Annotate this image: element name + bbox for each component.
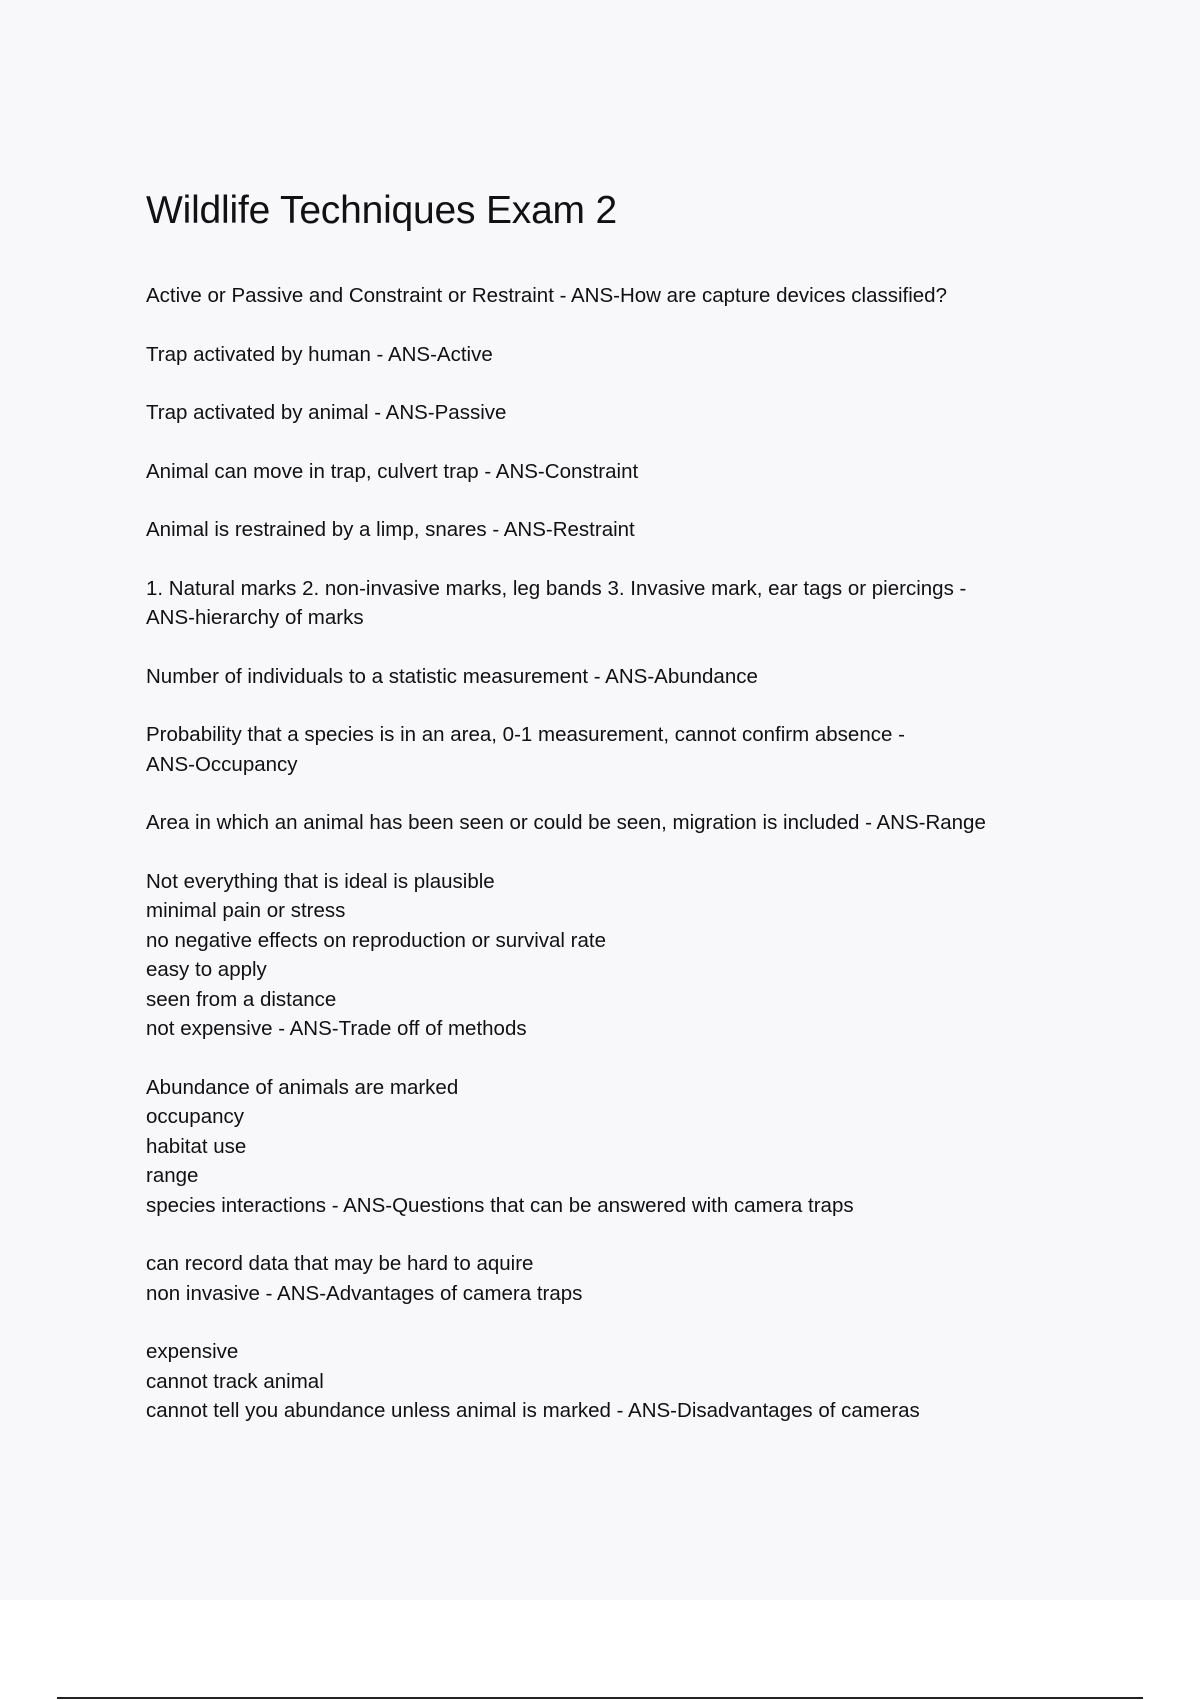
qa-entry-constraint: Animal can move in trap, culvert trap - ANS-Constraint (146, 459, 639, 483)
qa-entry-camera-disadvantages: expensive cannot track animal cannot tell you abundance unless animal is marked - ANS-Disadvantages of cameras (146, 1340, 920, 1422)
qa-entry-hierarchy-of-marks: 1. Natural marks 2. non-invasive marks, leg bands 3. Invasive mark, ear tags or piercings - ANS-hierarchy of marks (146, 576, 967, 629)
qa-entry-camera-trap-questions: Abundance of animals are marked occupancy habitat use range species interactions - ANS-Questions that can be answered with camera traps (146, 1075, 854, 1217)
qa-entry-trade-off: Not everything that is ideal is plausible minimal pain or stress no negative effects on reproduction or survival rate easy to apply seen from a distance not expensive - ANS-Trade off of methods (146, 869, 606, 1040)
footer-divider (57, 1697, 1143, 1699)
document-content (146, 185, 1096, 1455)
qa-entry-passive: Trap activated by animal - ANS-Passive (146, 401, 507, 424)
qa-entry-active: Trap activated by human - ANS-Active (146, 342, 493, 366)
qa-entry-restraint: Animal is restrained by a limp, snares - ANS-Restraint (146, 518, 635, 541)
document-title: Wildlife Techniques Exam 2 (146, 189, 617, 232)
qa-entry-range: Area in which an animal has been seen or could be seen, migration is included - ANS-Range (146, 811, 986, 834)
qa-entry-camera-advantages: can record data that may be hard to aquire non invasive - ANS-Advantages of camera traps (146, 1252, 583, 1305)
qa-entry-capture-classification: Active or Passive and Constraint or Restraint - ANS-How are capture devices classified? (146, 284, 947, 307)
qa-entry-abundance: Number of individuals to a statistic measurement - ANS-Abundance (146, 664, 758, 688)
qa-entry-occupancy: Probability that a species is in an area, 0-1 measurement, cannot confirm absence - ANS-Occupancy (146, 723, 905, 776)
